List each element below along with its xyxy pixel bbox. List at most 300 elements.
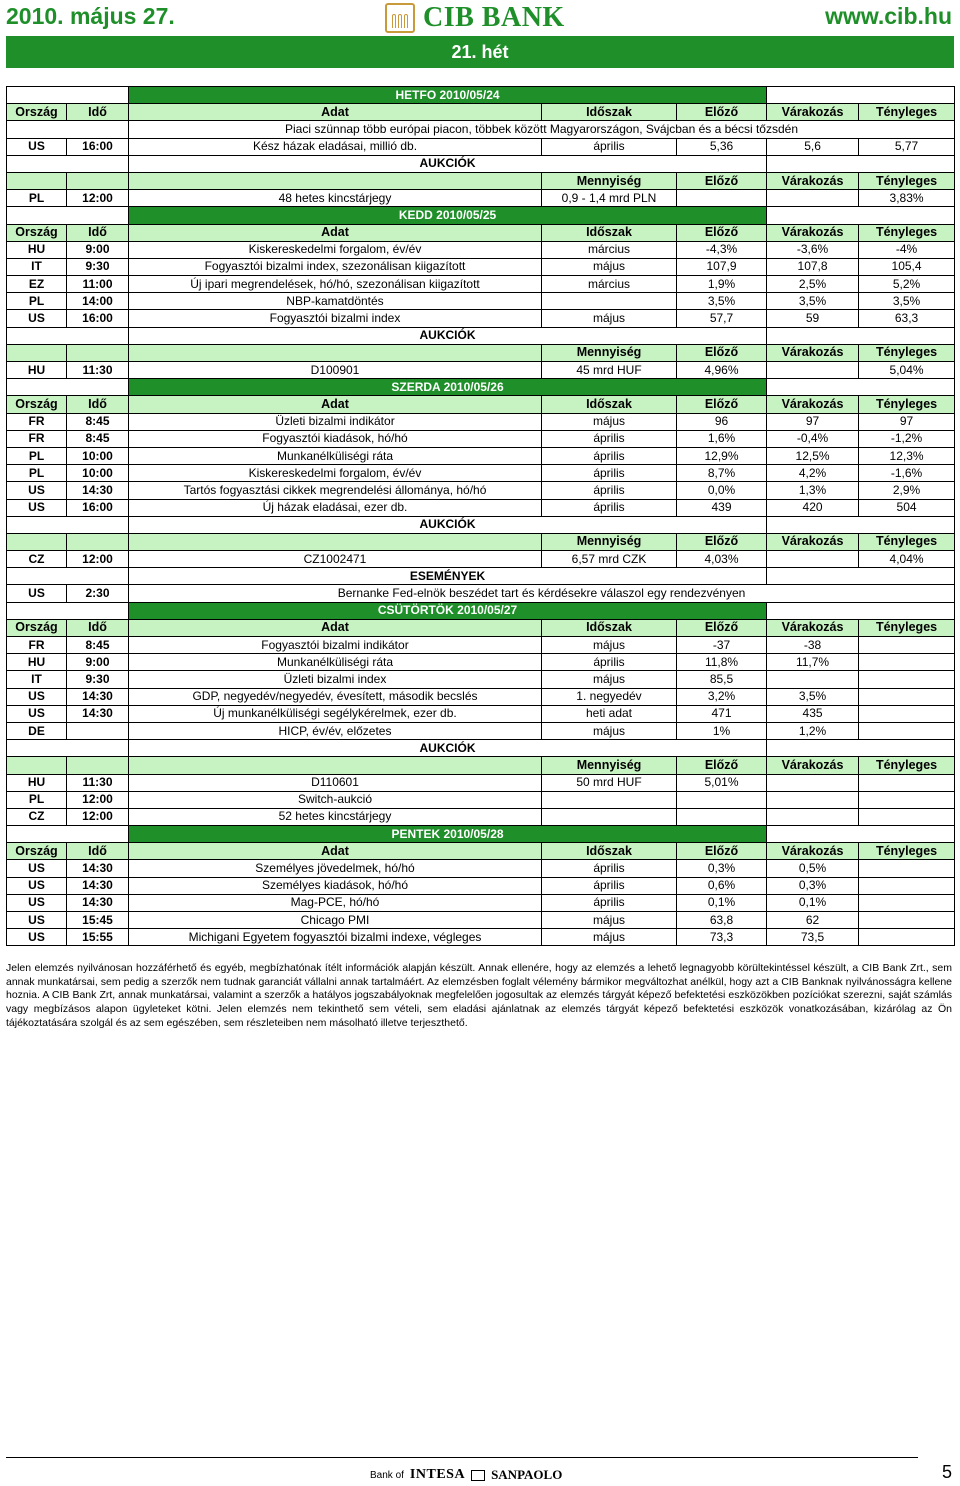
col-header-country: Ország: [7, 224, 67, 241]
auction-instrument-cell: D110601: [129, 774, 542, 791]
actual-cell: [859, 912, 955, 929]
day-title-row: [7, 826, 955, 843]
auction-header-blank: [129, 533, 542, 550]
auction-header-blank: [67, 172, 129, 189]
expected-cell: -0,4%: [767, 430, 859, 447]
col-header-actual: Tényleges: [859, 104, 955, 121]
previous-cell: 11,8%: [677, 654, 767, 671]
country-cell: HU: [7, 774, 67, 791]
period-cell: április: [542, 499, 677, 516]
auction-header-row: [7, 172, 955, 189]
economic-calendar-table: [6, 86, 955, 946]
auction-header-blank: [7, 533, 67, 550]
market-holiday-row: [7, 121, 955, 138]
disclaimer-text: Jelen elemzés nyilvánosan hozzáférhető és egyéb, megbízhatónak ítélt információk alapján készült. Annak ellenére, hogy az elemzés a lehető legnagyobb körültekintéssel készült, a CIB Bank Zrt., sem annak munkatársai, sem pedig a szerzők nem tudnak garanciát vállalni annak tartalmáért. Az elemzésben foglalt vélemény bármikor megváltozhat anélkül, hogy azt a CIB Banknak nyilvánosságra kellene hoznia. A CIB Bank Zrt, annak munkatársai, valamint a szerzők a hatályos jogszabályoknak megfelelően jogosultak az elemzés tárgyát képező befektetési eszközökben pozíciókat szerezni, saját számlás vagy megbízásos alapon ügyleteket kötni. Jelen elemzés nem tekinthető sem vételi, sem eladási ajánlatnak az elemzés tárgyát képező befektetési eszközök vonatkozásában, kizárólag az Ön tájékoztatására szolgál és az sem egészében, sem részleteiben nem másolható illetve terjeszthető.: [6, 962, 952, 1029]
time-cell: 11:30: [67, 774, 129, 791]
previous-cell: 1,9%: [677, 276, 767, 293]
data-cell: Új házak eladásai, ezer db.: [129, 499, 542, 516]
expected-cell: 3,5%: [767, 688, 859, 705]
expected-cell: 107,8: [767, 258, 859, 275]
table-row: [7, 465, 955, 482]
country-cell: US: [7, 912, 67, 929]
auction-instrument-cell: Switch-aukció: [129, 791, 542, 808]
quantity-cell: 6,57 mrd CZK: [542, 551, 677, 568]
col-header-expected: Várakozás: [767, 224, 859, 241]
column-header-row: [7, 396, 955, 413]
previous-cell: [677, 791, 767, 808]
country-cell: CZ: [7, 808, 67, 825]
expected-cell: 0,1%: [767, 894, 859, 911]
data-cell: Fogyasztói bizalmi indikátor: [129, 637, 542, 654]
time-cell: 11:00: [67, 276, 129, 293]
auctions-title: AUKCIÓK: [129, 516, 767, 533]
previous-cell: 5,01%: [677, 774, 767, 791]
auction-header-blank: [67, 757, 129, 774]
data-cell: Kész házak eladásai, millió db.: [129, 138, 542, 155]
col-header-expected: Várakozás: [767, 533, 859, 550]
events-blank: [7, 568, 129, 585]
table-row: [7, 310, 955, 327]
period-cell: május: [542, 258, 677, 275]
time-cell: 9:30: [67, 258, 129, 275]
time-cell: 9:00: [67, 654, 129, 671]
auction-header-blank: [129, 757, 542, 774]
quantity-cell: [542, 808, 677, 825]
data-cell: Munkanélküliségi ráta: [129, 447, 542, 464]
data-cell: Személyes kiadások, hó/hó: [129, 877, 542, 894]
period-cell: április: [542, 465, 677, 482]
quantity-cell: 50 mrd HUF: [542, 774, 677, 791]
table-row: [7, 293, 955, 310]
event-row: [7, 585, 955, 602]
auctions-blank: [7, 327, 129, 344]
actual-cell: -1,2%: [859, 430, 955, 447]
period-cell: április: [542, 860, 677, 877]
auctions-blank: [767, 327, 955, 344]
time-cell: 11:30: [67, 362, 129, 379]
table-row: [7, 447, 955, 464]
country-cell: US: [7, 894, 67, 911]
previous-cell: 1,6%: [677, 430, 767, 447]
period-cell: április: [542, 447, 677, 464]
day-title: SZERDA 2010/05/26: [129, 379, 767, 396]
data-cell: Üzleti bizalmi index: [129, 671, 542, 688]
country-cell: US: [7, 929, 67, 946]
auctions-blank: [767, 740, 955, 757]
data-cell: Fogyasztói kiadások, hó/hó: [129, 430, 542, 447]
table-row: [7, 705, 955, 722]
auctions-title-row: [7, 155, 955, 172]
auctions-title-row: [7, 740, 955, 757]
country-cell: CZ: [7, 551, 67, 568]
previous-cell: -4,3%: [677, 241, 767, 258]
auction-header-blank: [7, 172, 67, 189]
actual-cell: [859, 705, 955, 722]
data-cell: Munkanélküliségi ráta: [129, 654, 542, 671]
day-title-blank: [767, 87, 955, 104]
table-row: [7, 430, 955, 447]
country-cell: PL: [7, 465, 67, 482]
expected-cell: [767, 791, 859, 808]
col-header-actual: Tényleges: [859, 533, 955, 550]
col-header-actual: Tényleges: [859, 396, 955, 413]
auction-header-row: [7, 344, 955, 361]
auction-row: [7, 551, 955, 568]
col-header-time: Idő: [67, 843, 129, 860]
period-cell: heti adat: [542, 705, 677, 722]
auctions-title-row: [7, 327, 955, 344]
expected-cell: 97: [767, 413, 859, 430]
period-cell: április: [542, 894, 677, 911]
col-header-data: Adat: [129, 224, 542, 241]
country-cell: FR: [7, 637, 67, 654]
time-cell: 14:30: [67, 688, 129, 705]
previous-cell: 57,7: [677, 310, 767, 327]
expected-cell: [767, 671, 859, 688]
expected-cell: 59: [767, 310, 859, 327]
country-cell: DE: [7, 722, 67, 739]
country-cell: US: [7, 482, 67, 499]
auctions-title: AUKCIÓK: [129, 327, 767, 344]
previous-cell: 4,96%: [677, 362, 767, 379]
period-cell: 1. negyedév: [542, 688, 677, 705]
data-cell: Személyes jövedelmek, hó/hó: [129, 860, 542, 877]
previous-cell: 1%: [677, 722, 767, 739]
actual-cell: 5,04%: [859, 362, 955, 379]
auctions-title: AUKCIÓK: [129, 740, 767, 757]
market-holiday-note: Piaci szünnap több európai piacon, többek között Magyarországon, Svájcban és a bécsi tőzsdén: [129, 121, 955, 138]
country-cell: PL: [7, 791, 67, 808]
actual-cell: [859, 791, 955, 808]
table-row: [7, 499, 955, 516]
actual-cell: [859, 929, 955, 946]
quantity-cell: 45 mrd HUF: [542, 362, 677, 379]
column-header-row: [7, 619, 955, 636]
col-header-period: Időszak: [542, 843, 677, 860]
expected-cell: 0,5%: [767, 860, 859, 877]
column-header-row: [7, 224, 955, 241]
actual-cell: [859, 654, 955, 671]
data-cell: Mag-PCE, hó/hó: [129, 894, 542, 911]
previous-cell: 63,8: [677, 912, 767, 929]
country-cell: PL: [7, 447, 67, 464]
time-cell: 16:00: [67, 138, 129, 155]
footer-intesa: INTESA: [409, 1467, 466, 1482]
col-header-time: Idő: [67, 224, 129, 241]
time-cell: 9:00: [67, 241, 129, 258]
period-cell: május: [542, 671, 677, 688]
quantity-cell: [542, 791, 677, 808]
top-bar: [0, 0, 960, 36]
day-title-blank: [767, 379, 955, 396]
auctions-blank: [767, 516, 955, 533]
table-row: [7, 688, 955, 705]
country-cell: HU: [7, 241, 67, 258]
table-row: [7, 637, 955, 654]
day-title-blank: [767, 826, 955, 843]
page-number: 5: [941, 1462, 952, 1482]
country-cell: FR: [7, 430, 67, 447]
table-row: [7, 413, 955, 430]
expected-cell: 12,5%: [767, 447, 859, 464]
events-blank: [767, 568, 955, 585]
day-title-blank: [767, 602, 955, 619]
country-cell: HU: [7, 362, 67, 379]
col-header-previous: Előző: [677, 224, 767, 241]
period-cell: április: [542, 482, 677, 499]
table-row: [7, 912, 955, 929]
time-cell: 14:30: [67, 482, 129, 499]
previous-cell: 0,0%: [677, 482, 767, 499]
col-header-period: Időszak: [542, 619, 677, 636]
auction-row: [7, 190, 955, 207]
country-cell: IT: [7, 258, 67, 275]
actual-cell: [859, 688, 955, 705]
table-row: [7, 722, 955, 739]
actual-cell: -1,6%: [859, 465, 955, 482]
expected-cell: 2,5%: [767, 276, 859, 293]
time-cell: 14:30: [67, 894, 129, 911]
actual-cell: 2,9%: [859, 482, 955, 499]
actual-cell: 97: [859, 413, 955, 430]
col-header-data: Adat: [129, 843, 542, 860]
time-cell: [67, 722, 129, 739]
col-header-previous: Előző: [677, 843, 767, 860]
data-cell: Kiskereskedelmi forgalom, év/év: [129, 241, 542, 258]
col-header-expected: Várakozás: [767, 104, 859, 121]
time-cell: 14:30: [67, 877, 129, 894]
col-header-actual: Tényleges: [859, 344, 955, 361]
events-title: ESEMÉNYEK: [129, 568, 767, 585]
previous-cell: -37: [677, 637, 767, 654]
actual-cell: 5,2%: [859, 276, 955, 293]
actual-cell: [859, 860, 955, 877]
time-cell: 15:55: [67, 929, 129, 946]
col-header-previous: Előző: [677, 172, 767, 189]
col-header-data: Adat: [129, 619, 542, 636]
expected-cell: [767, 362, 859, 379]
previous-cell: 4,03%: [677, 551, 767, 568]
brand-name: CIB BANK: [423, 2, 565, 33]
table-row: [7, 654, 955, 671]
previous-cell: 439: [677, 499, 767, 516]
time-cell: 8:45: [67, 413, 129, 430]
col-header-country: Ország: [7, 843, 67, 860]
expected-cell: 0,3%: [767, 877, 859, 894]
expected-cell: 5,6: [767, 138, 859, 155]
auctions-blank: [7, 155, 129, 172]
expected-cell: [767, 551, 859, 568]
time-cell: 12:00: [67, 551, 129, 568]
data-cell: Fogyasztói bizalmi index, szezonálisan kiigazított: [129, 258, 542, 275]
time-cell: 15:45: [67, 912, 129, 929]
table-row: [7, 860, 955, 877]
website-url[interactable]: www.cib.hu: [825, 3, 952, 29]
intesa-emblem-icon: [471, 1470, 485, 1481]
footer-bank-of: Bank of: [370, 1469, 404, 1481]
auction-header-blank: [67, 533, 129, 550]
table-row: [7, 258, 955, 275]
col-header-data: Adat: [129, 104, 542, 121]
table-row: [7, 894, 955, 911]
col-header-previous: Előző: [677, 757, 767, 774]
col-header-actual: Tényleges: [859, 224, 955, 241]
col-header-time: Idő: [67, 104, 129, 121]
time-cell: 14:00: [67, 293, 129, 310]
day-title: KEDD 2010/05/25: [129, 207, 767, 224]
actual-cell: 105,4: [859, 258, 955, 275]
col-header-country: Ország: [7, 619, 67, 636]
day-title-blank: [7, 87, 129, 104]
time-cell: 16:00: [67, 310, 129, 327]
col-header-period: Időszak: [542, 396, 677, 413]
footer-divider: [6, 1457, 918, 1458]
data-cell: Michigani Egyetem fogyasztói bizalmi indexe, végleges: [129, 929, 542, 946]
previous-cell: 85,5: [677, 671, 767, 688]
country-cell: FR: [7, 413, 67, 430]
actual-cell: 12,3%: [859, 447, 955, 464]
col-header-period: Időszak: [542, 104, 677, 121]
day-title: CSÜTÖRTÖK 2010/05/27: [129, 602, 767, 619]
actual-cell: 4,04%: [859, 551, 955, 568]
expected-cell: [767, 774, 859, 791]
day-title: HETFO 2010/05/24: [129, 87, 767, 104]
actual-cell: [859, 894, 955, 911]
period-cell: április: [542, 877, 677, 894]
expected-cell: 4,2%: [767, 465, 859, 482]
period-cell: május: [542, 722, 677, 739]
previous-cell: 0,6%: [677, 877, 767, 894]
actual-cell: [859, 722, 955, 739]
intesa-sanpaolo-logo: [370, 1467, 562, 1483]
country-cell: US: [7, 585, 67, 602]
period-cell: április: [542, 138, 677, 155]
previous-cell: 3,2%: [677, 688, 767, 705]
country-cell: IT: [7, 671, 67, 688]
previous-cell: 12,9%: [677, 447, 767, 464]
previous-cell: 471: [677, 705, 767, 722]
data-cell: NBP-kamatdöntés: [129, 293, 542, 310]
time-cell: 14:30: [67, 705, 129, 722]
day-title: PENTEK 2010/05/28: [129, 826, 767, 843]
day-title-blank: [7, 207, 129, 224]
col-header-quantity: Mennyiség: [542, 533, 677, 550]
country-cell: PL: [7, 190, 67, 207]
actual-cell: 63,3: [859, 310, 955, 327]
period-cell: május: [542, 637, 677, 654]
time-cell: 10:00: [67, 447, 129, 464]
auction-instrument-cell: D100901: [129, 362, 542, 379]
col-header-country: Ország: [7, 396, 67, 413]
actual-cell: 3,83%: [859, 190, 955, 207]
period-cell: április: [542, 654, 677, 671]
previous-cell: 0,3%: [677, 860, 767, 877]
previous-cell: 96: [677, 413, 767, 430]
previous-cell: 107,9: [677, 258, 767, 275]
time-cell: 14:30: [67, 860, 129, 877]
col-header-expected: Várakozás: [767, 843, 859, 860]
data-cell: Fogyasztói bizalmi index: [129, 310, 542, 327]
data-cell: Kiskereskedelmi forgalom, év/év: [129, 465, 542, 482]
actual-cell: -4%: [859, 241, 955, 258]
day-title-blank: [7, 826, 129, 843]
country-cell: PL: [7, 293, 67, 310]
country-cell: US: [7, 688, 67, 705]
col-header-actual: Tényleges: [859, 172, 955, 189]
expected-cell: [767, 808, 859, 825]
auction-row: [7, 774, 955, 791]
auction-row: [7, 362, 955, 379]
data-cell: Új munkanélküliségi segélykérelmek, ezer db.: [129, 705, 542, 722]
data-cell: GDP, negyedév/negyedév, évesített, második becslés: [129, 688, 542, 705]
country-cell: US: [7, 138, 67, 155]
auction-instrument-cell: 48 hetes kincstárjegy: [129, 190, 542, 207]
table-row: [7, 276, 955, 293]
col-header-time: Idő: [67, 619, 129, 636]
previous-cell: 8,7%: [677, 465, 767, 482]
auction-row: [7, 791, 955, 808]
auctions-title: AUKCIÓK: [129, 155, 767, 172]
col-header-actual: Tényleges: [859, 757, 955, 774]
col-header-expected: Várakozás: [767, 757, 859, 774]
country-cell: HU: [7, 654, 67, 671]
data-cell: Üzleti bizalmi indikátor: [129, 413, 542, 430]
day-title-row: [7, 207, 955, 224]
col-header-previous: Előző: [677, 396, 767, 413]
day-title-row: [7, 602, 955, 619]
period-cell: május: [542, 413, 677, 430]
country-cell: US: [7, 877, 67, 894]
col-header-period: Időszak: [542, 224, 677, 241]
country-cell: US: [7, 860, 67, 877]
expected-cell: [767, 190, 859, 207]
expected-cell: 11,7%: [767, 654, 859, 671]
period-cell: május: [542, 929, 677, 946]
time-cell: 2:30: [67, 585, 129, 602]
time-cell: 12:00: [67, 791, 129, 808]
time-cell: 8:45: [67, 637, 129, 654]
col-header-previous: Előző: [677, 104, 767, 121]
actual-cell: 504: [859, 499, 955, 516]
col-header-previous: Előző: [677, 533, 767, 550]
expected-cell: 1,3%: [767, 482, 859, 499]
previous-cell: [677, 190, 767, 207]
col-header-previous: Előző: [677, 344, 767, 361]
week-title: 21. hét: [6, 36, 954, 68]
auction-header-blank: [129, 344, 542, 361]
data-cell: HICP, év/év, előzetes: [129, 722, 542, 739]
auction-row: [7, 808, 955, 825]
previous-cell: 3,5%: [677, 293, 767, 310]
time-cell: 16:00: [67, 499, 129, 516]
report-date: 2010. május 27.: [6, 3, 175, 29]
events-title-row: [7, 568, 955, 585]
country-cell: EZ: [7, 276, 67, 293]
col-header-country: Ország: [7, 104, 67, 121]
period-cell: május: [542, 912, 677, 929]
expected-cell: 420: [767, 499, 859, 516]
actual-cell: 3,5%: [859, 293, 955, 310]
table-row: [7, 671, 955, 688]
cib-emblem-icon: [385, 3, 415, 33]
expected-cell: 435: [767, 705, 859, 722]
table-row: [7, 241, 955, 258]
col-header-previous: Előző: [677, 619, 767, 636]
country-cell: US: [7, 705, 67, 722]
day-title-blank: [7, 379, 129, 396]
actual-cell: [859, 877, 955, 894]
data-cell: Új ipari megrendelések, hó/hó, szezonálisan kiigazított: [129, 276, 542, 293]
